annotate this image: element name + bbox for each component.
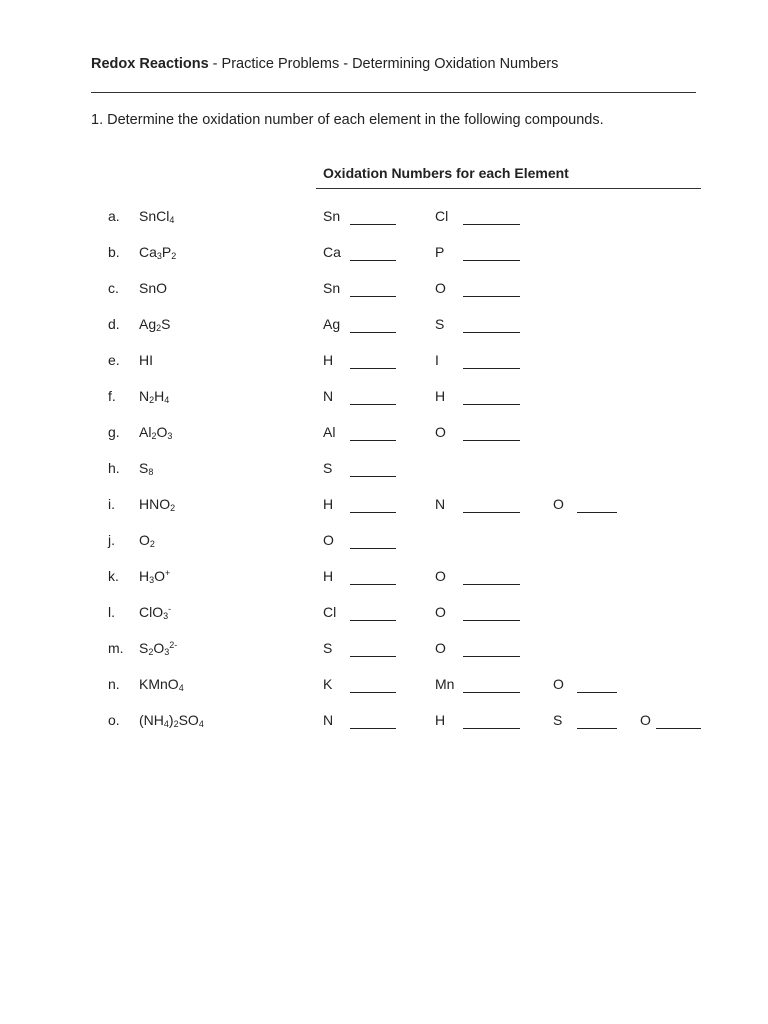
answer-blank[interactable]: [463, 692, 520, 693]
element-label: O: [435, 604, 446, 620]
problem-letter: b.: [108, 244, 120, 260]
problem-row: [0, 712, 768, 732]
answer-blank[interactable]: [656, 728, 701, 729]
element-label: O: [553, 496, 564, 512]
compound-formula: SnCl$_4$: [139, 208, 175, 225]
element-label: H: [435, 712, 446, 728]
title-subtitle: - Practice Problems - Determining Oxidation Numbers: [208, 56, 559, 72]
compound-formula: $Ca_3P_2$: [139, 244, 177, 261]
element-label: Al: [323, 424, 336, 440]
element-label: Sn: [323, 280, 341, 296]
compound-formula: $HNO_2$: [139, 496, 176, 513]
problem-letter: a.: [108, 208, 120, 224]
column-heading-divider: [316, 188, 701, 189]
answer-blank[interactable]: [577, 692, 617, 693]
element-label: O: [435, 280, 446, 296]
problem-row: [0, 280, 768, 300]
answer-blank[interactable]: [350, 224, 396, 225]
compound-formula: SnO: [139, 280, 168, 296]
column-heading: Oxidation Numbers for each Element: [323, 165, 569, 181]
element-label: N: [435, 496, 446, 512]
problem-row: [0, 604, 768, 624]
answer-blank[interactable]: [350, 512, 396, 513]
answer-blank[interactable]: [463, 512, 520, 513]
problem-letter: n.: [108, 676, 120, 692]
problem-row: [0, 460, 768, 480]
answer-blank[interactable]: [350, 584, 396, 585]
element-label: H: [323, 352, 334, 368]
problem-row: [0, 640, 768, 660]
compound-formula: $(NH_4)_2SO_4$: [139, 712, 204, 729]
element-label: N: [323, 712, 334, 728]
answer-blank[interactable]: [463, 404, 520, 405]
answer-blank[interactable]: [577, 512, 617, 513]
element-label: O: [435, 640, 446, 656]
answer-blank[interactable]: [350, 440, 396, 441]
answer-blank[interactable]: [350, 548, 396, 549]
element-label: O: [640, 712, 651, 728]
answer-blank[interactable]: [463, 656, 520, 657]
worksheet-title: [91, 56, 558, 72]
element-label: Ag: [323, 316, 341, 332]
answer-blank[interactable]: [350, 692, 396, 693]
answer-blank[interactable]: [463, 296, 520, 297]
question-prompt: 1. Determine the oxidation number of each element in the following compounds.: [91, 112, 604, 128]
problem-letter: i.: [108, 496, 115, 512]
element-label: N: [323, 388, 334, 404]
answer-blank[interactable]: [463, 620, 520, 621]
answer-blank[interactable]: [463, 332, 520, 333]
problem-row: [0, 352, 768, 372]
element-label: Sn: [323, 208, 341, 224]
problem-letter: e.: [108, 352, 120, 368]
answer-blank[interactable]: [463, 584, 520, 585]
problem-row: [0, 316, 768, 336]
title-divider: [91, 92, 696, 93]
compound-formula: $S_2O_3^{2-}$: [139, 640, 178, 657]
problem-row: [0, 424, 768, 444]
compound-formula: $S_8$: [139, 460, 154, 477]
answer-blank[interactable]: [350, 332, 396, 333]
answer-blank[interactable]: [350, 368, 396, 369]
problem-row: [0, 388, 768, 408]
compound-formula: HI: [139, 352, 153, 368]
title-bold: Redox Reactions: [91, 56, 209, 72]
answer-blank[interactable]: [463, 728, 520, 729]
compound-formula: KMnO$_4$: [139, 676, 184, 693]
element-label: P: [435, 244, 445, 260]
element-label: O: [435, 568, 446, 584]
answer-blank[interactable]: [463, 368, 520, 369]
problem-letter: j.: [108, 532, 115, 548]
problem-letter: m.: [108, 640, 124, 656]
element-label: S: [435, 316, 445, 332]
problem-letter: o.: [108, 712, 120, 728]
element-label: H: [323, 496, 334, 512]
answer-blank[interactable]: [350, 260, 396, 261]
compound-formula: $O_2$: [139, 532, 155, 549]
element-label: K: [323, 676, 333, 692]
element-label: O: [323, 532, 334, 548]
compound-formula: ClO$_3$-: [139, 604, 172, 621]
problem-letter: l.: [108, 604, 115, 620]
compound-formula: $Al_2O_3$: [139, 424, 173, 441]
answer-blank[interactable]: [463, 260, 520, 261]
element-label: O: [435, 424, 446, 440]
compound-formula: $N_2H_4$: [139, 388, 170, 405]
compound-formula: $H_3O^+$: [139, 568, 171, 585]
element-label: S: [323, 640, 333, 656]
answer-blank[interactable]: [350, 728, 396, 729]
element-label: S: [553, 712, 563, 728]
answer-blank[interactable]: [350, 296, 396, 297]
problem-letter: f.: [108, 388, 116, 404]
element-label: O: [553, 676, 564, 692]
answer-blank[interactable]: [350, 656, 396, 657]
compound-formula: $Ag_2S$: [139, 316, 171, 333]
element-label: Cl: [323, 604, 337, 620]
problem-letter: k.: [108, 568, 119, 584]
answer-blank[interactable]: [463, 224, 520, 225]
problem-letter: c.: [108, 280, 119, 296]
problem-letter: d.: [108, 316, 120, 332]
element-label: Ca: [323, 244, 341, 260]
problem-row: [0, 208, 768, 228]
problem-letter: h.: [108, 460, 120, 476]
element-label: Cl: [435, 208, 449, 224]
answer-blank[interactable]: [350, 476, 396, 477]
element-label: H: [435, 388, 446, 404]
answer-blank[interactable]: [463, 440, 520, 441]
answer-blank[interactable]: [577, 728, 617, 729]
problem-letter: g.: [108, 424, 120, 440]
element-label: Mn: [435, 676, 455, 692]
element-label: S: [323, 460, 333, 476]
problem-row: [0, 532, 768, 552]
answer-blank[interactable]: [350, 620, 396, 621]
problem-row: [0, 568, 768, 588]
problem-row: [0, 244, 768, 264]
element-label: I: [435, 352, 439, 368]
answer-blank[interactable]: [350, 404, 396, 405]
problem-row: [0, 676, 768, 696]
problem-row: [0, 496, 768, 516]
element-label: H: [323, 568, 334, 584]
